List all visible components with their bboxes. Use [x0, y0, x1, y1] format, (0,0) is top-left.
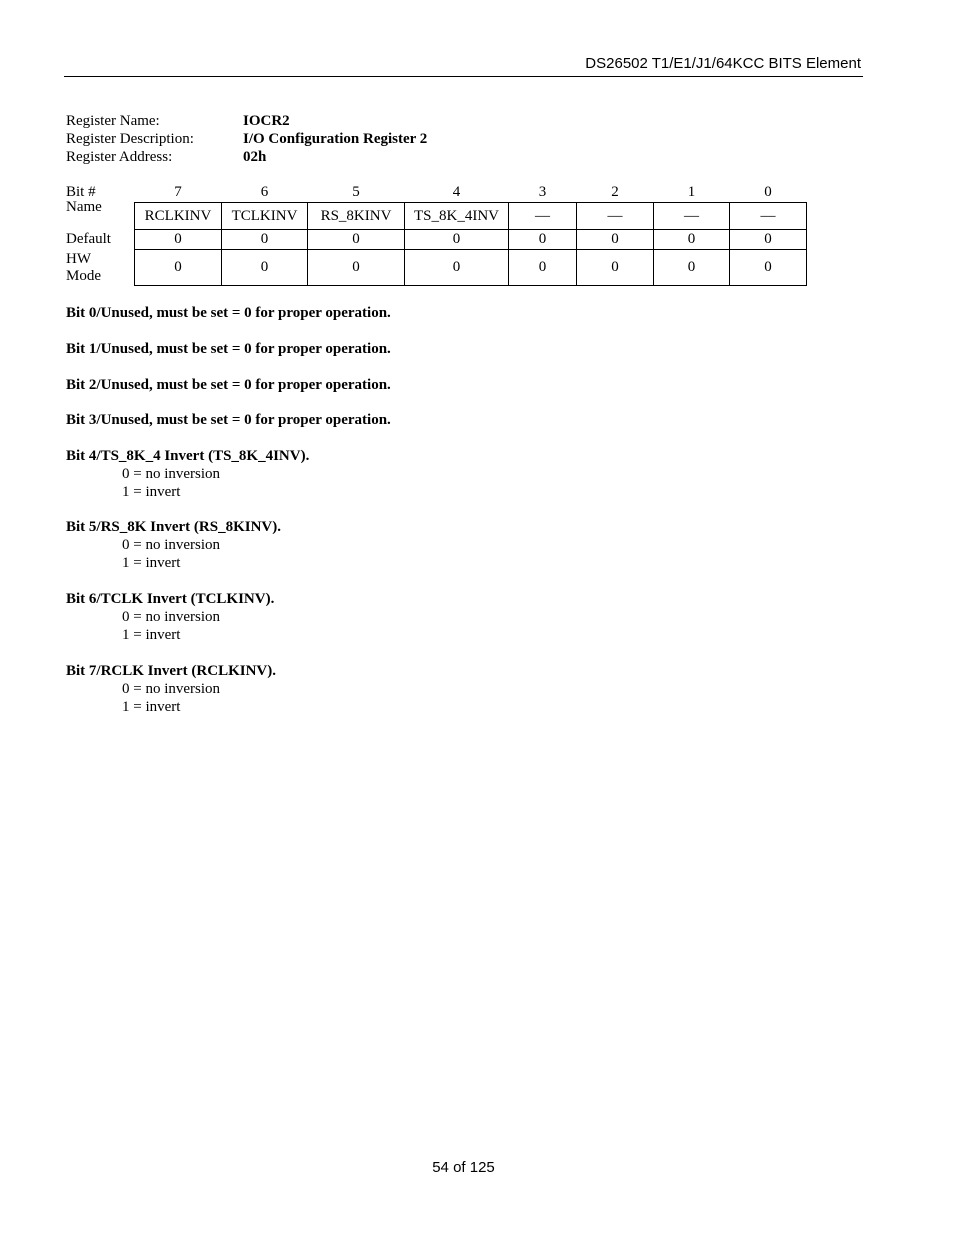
- default-row: [66, 230, 807, 250]
- bit-name-cell: —: [654, 203, 730, 230]
- bit-number: 4: [452, 184, 461, 200]
- register-bit-table: [66, 183, 807, 286]
- hw-mode-cell: 0: [222, 250, 308, 286]
- bit-name-cell: —: [509, 203, 577, 230]
- bit-number-row: [66, 183, 807, 203]
- bit-6-description: [66, 590, 274, 644]
- bit-name-cell: RS_8KINV: [308, 203, 405, 230]
- default-cell: 0: [577, 230, 654, 250]
- default-cell: 0: [654, 230, 730, 250]
- register-name-row: [66, 112, 427, 130]
- hw-mode-row: [66, 250, 807, 286]
- register-name-value: IOCR2: [243, 113, 290, 129]
- register-description-row: [66, 130, 427, 148]
- bit-number: 0: [764, 184, 772, 200]
- bit-number: 1: [687, 184, 696, 200]
- bit-description-title: Bit 1/Unused, must be set = 0 for proper operation.: [66, 341, 391, 357]
- default-cell: 0: [405, 230, 509, 250]
- bit-number: 6: [260, 184, 269, 200]
- bit-1-description: [66, 340, 391, 358]
- bit-number: 3: [538, 184, 547, 200]
- hw-mode-label-line1: HW: [66, 250, 91, 267]
- bit-3-description: [66, 411, 391, 429]
- default-cell: 0: [308, 230, 405, 250]
- bit-option: 1 = invert: [122, 699, 181, 715]
- hw-mode-label: [66, 250, 135, 286]
- bit-number-label: Bit #: [66, 184, 96, 201]
- register-info: [66, 112, 427, 166]
- hw-mode-label-line2: Mode: [66, 267, 101, 284]
- bit-4-description: [66, 447, 309, 501]
- header-divider: [64, 76, 863, 77]
- bit-name-cell: —: [730, 203, 807, 230]
- bit-option: 0 = no inversion: [122, 681, 221, 697]
- default-cell: 0: [730, 230, 807, 250]
- bit-2-description: [66, 376, 391, 394]
- bit-name-cell: TCLKINV: [222, 203, 308, 230]
- bit-description-title: Bit 3/Unused, must be set = 0 for proper operation.: [66, 412, 391, 428]
- bit-number: 5: [352, 184, 360, 200]
- bit-option: 0 = no inversion: [122, 466, 221, 482]
- bit-option: 1 = invert: [122, 484, 181, 500]
- page-header-title: DS26502 T1/E1/J1/64KCC BITS Element: [585, 55, 861, 72]
- bit-option: 1 = invert: [122, 627, 181, 643]
- register-name-label: Register Name:: [66, 113, 160, 129]
- register-address-row: [66, 148, 427, 166]
- bit-description-title: Bit 7/RCLK Invert (RCLKINV).: [66, 663, 276, 679]
- register-address-value: 02h: [243, 149, 267, 165]
- default-cell: 0: [222, 230, 308, 250]
- register-description-label: Register Description:: [66, 131, 194, 147]
- bit-0-description: [66, 304, 391, 322]
- bit-option: 0 = no inversion: [122, 609, 221, 625]
- bit-7-description: [66, 662, 276, 716]
- bit-description-title: Bit 2/Unused, must be set = 0 for proper operation.: [66, 377, 391, 393]
- bit-description-title: Bit 6/TCLK Invert (TCLKINV).: [66, 591, 275, 607]
- bit-name-label: Name: [66, 198, 102, 215]
- bit-description-title: Bit 4/TS_8K_4 Invert (TS_8K_4INV).: [66, 448, 310, 464]
- bit-option: 0 = no inversion: [122, 537, 221, 553]
- default-label: Default: [66, 231, 111, 247]
- register-description-value: I/O Configuration Register 2: [243, 131, 428, 147]
- bit-number: 2: [611, 184, 619, 200]
- bit-name-cell: —: [577, 203, 654, 230]
- hw-mode-cell: 0: [577, 250, 654, 286]
- hw-mode-cell: 0: [730, 250, 807, 286]
- bit-option: 1 = invert: [122, 555, 181, 571]
- bit-number: 7: [174, 184, 182, 200]
- bit-description-title: Bit 5/RS_8K Invert (RS_8KINV).: [66, 519, 282, 535]
- hw-mode-cell: 0: [654, 250, 730, 286]
- bit-name-row: [66, 203, 807, 230]
- hw-mode-cell: 0: [405, 250, 509, 286]
- hw-mode-cell: 0: [308, 250, 405, 286]
- bit-name-cell: RCLKINV: [135, 203, 222, 230]
- default-cell: 0: [509, 230, 577, 250]
- hw-mode-cell: 0: [135, 250, 222, 286]
- register-address-label: Register Address:: [66, 149, 173, 165]
- hw-mode-cell: 0: [509, 250, 577, 286]
- default-cell: 0: [135, 230, 222, 250]
- bit-name-cell: TS_8K_4INV: [405, 203, 509, 230]
- bit-description-title: Bit 0/Unused, must be set = 0 for proper operation.: [66, 305, 391, 321]
- page-number: 54 of 125: [432, 1159, 495, 1176]
- bit-5-description: [66, 518, 281, 572]
